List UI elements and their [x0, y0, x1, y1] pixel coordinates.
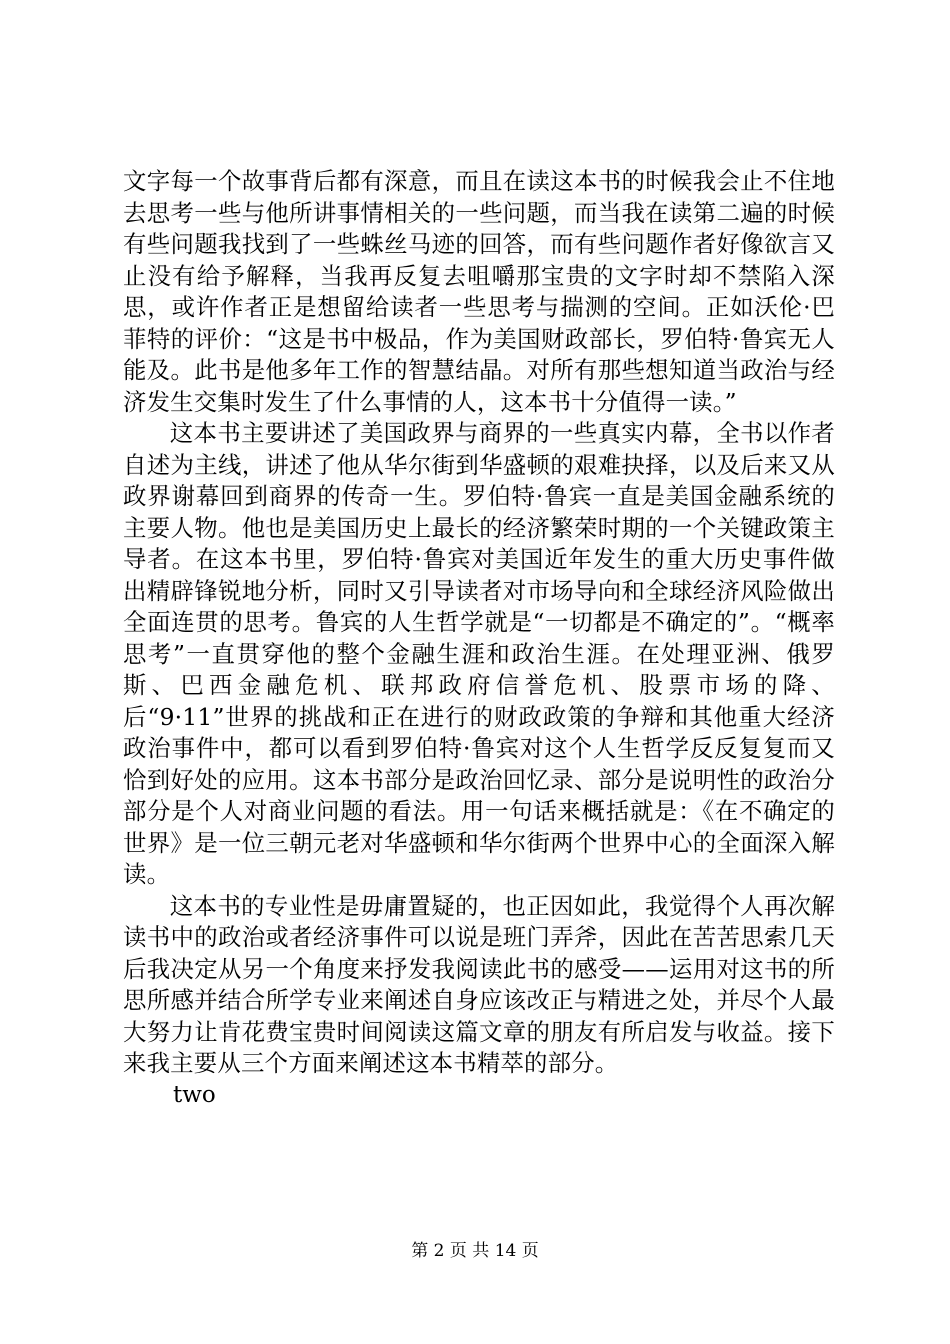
paragraph-1: 文字每一个故事背后都有深意，而且在读这本书的时候我会止不住地去思考一些与他所讲事情相关的一些问题，而当我在读第二遍的时候有些问题我找到了一些蛛丝马迹的回答，而有些问题作者好像欲言又止没有给予解释，当我再反复去咀嚼那宝贵的文字时却不禁陷入深思，或许作者正是想留给读者一些思考与揣测的空间。正如沃伦·巴菲特的评价：“这是书中极品，作为美国财政部长，罗伯特·鲁宾无人能及。此书是他多年工作的智慧结晶。对所有那些想知道当政治与经济发生交集时发生了什么事情的人，这本书十分值得一读。” [123, 167, 835, 416]
trailing-word: two [173, 1081, 216, 1108]
paragraph-3: 这本书的专业性是毋庸置疑的，也正因如此，我觉得个人再次解读书中的政治或者经济事件可以说是班门弄斧，因此在苦苦思索几天后我决定从另一个角度来抒发我阅读此书的感受——运用对这书的所思所感并结合所学专业来阐述自身应该改正与精进之处，并尽个人最大努力让肯花费宝贵时间阅读这篇文章的朋友有所启发与收益。接下来我主要从三个方面来阐述这本书精萃的部分。 [123, 891, 835, 1077]
paragraph-2: 这本书主要讲述了美国政界与商界的一些真实内幕，全书以作者自述为主线，讲述了他从华尔街到华盛顿的艰难抉择，以及后来又从政界谢幕回到商界的传奇一生。罗伯特·鲁宾一直是美国金融系统的主要人物。他也是美国历史上最长的经济繁荣时期的一个关键政策主导者。在这本书里，罗伯特·鲁宾对美国近年发生的重大历史事件做出精辟锋锐地分析，同时又引导读者对市场导向和全球经济风险做出全面连贯的思考。鲁宾的人生哲学就是“一切都是不确定的”。“概率思考”一直贯穿他的整个金融生涯和政治生涯。在处理亚洲、俄罗斯、巴西金融危机、联邦政府信誉危机、股票市场的降、后“9·11”世界的挑战和正在进行的财政政策的争辩和其他重大经济政治事件中，都可以看到罗伯特·鲁宾对这个人生哲学反反复复而又恰到好处的应用。这本书部分是政治回忆录、部分是说明性的政治分部分是个人对商业问题的看法。用一句话来概括就是：《在不确定的世界》是一位三朝元老对华盛顿和华尔街两个世界中心的全面深入解读。 [123, 419, 835, 888]
document-body [123, 166, 835, 1111]
page-footer [0, 1240, 950, 1262]
page-number-label: 第 2 页 共 14 页 [411, 1241, 539, 1261]
